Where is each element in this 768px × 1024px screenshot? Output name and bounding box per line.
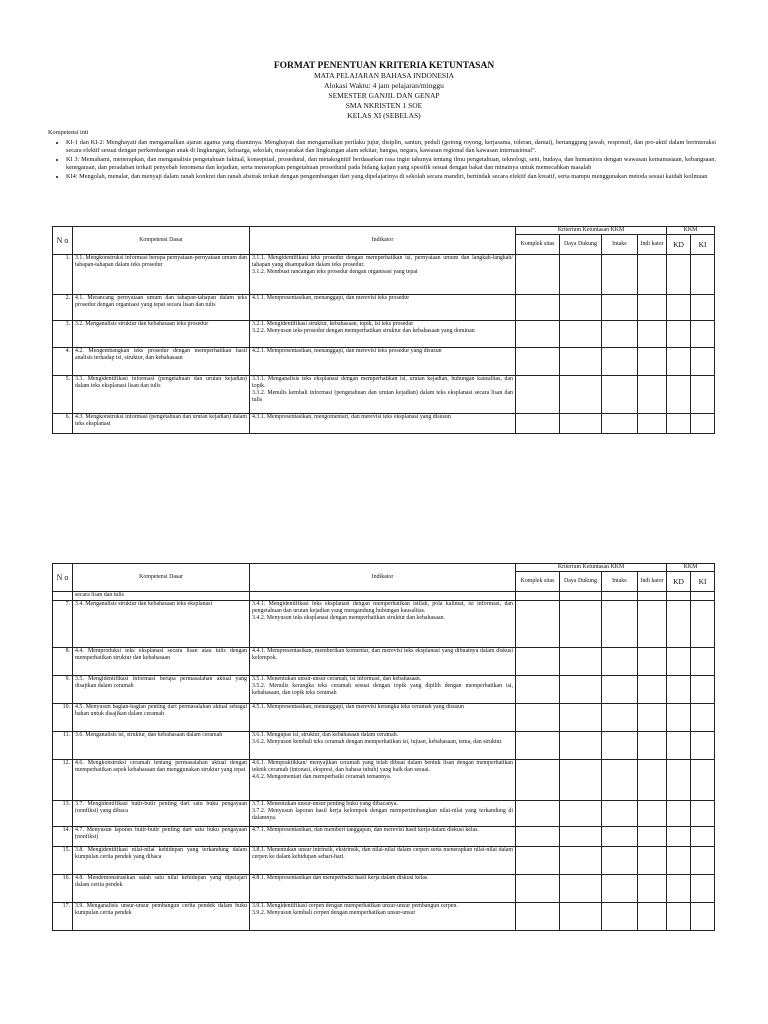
- indikator-cell: [250, 875, 516, 903]
- kd-kkm-cell[interactable]: [667, 760, 691, 801]
- kd-cell: 3.5. Mengidentifikasi informasi berupa permasalahan aktual yang disajikan dalam ceramah: [73, 676, 250, 704]
- time-allocation-line: Alokasi Waktu: 4 jam pelajaran/minggu: [324, 81, 444, 90]
- kd-cell: 4.1. Merancang pernyataan umum dan tahapan-tahapan dalam teks prosedur dengan organisasi yang tepat secara lisan dan tulis: [73, 295, 250, 321]
- ki-kkm-cell[interactable]: [691, 295, 715, 321]
- kd-cell: secara lisan dan tulis: [73, 592, 250, 601]
- row-number: 11.: [53, 732, 73, 760]
- ki-kkm-cell[interactable]: [691, 648, 715, 676]
- indikator-kkm-cell[interactable]: [638, 801, 667, 827]
- intake-cell[interactable]: [602, 648, 638, 676]
- header-indikator-kkm: Indi kator: [638, 235, 667, 255]
- kompleksitas-cell[interactable]: [516, 827, 560, 847]
- kompleksitas-cell[interactable]: [516, 676, 560, 704]
- row-number: 9.: [53, 676, 73, 704]
- kompetensi-inti-list: [48, 139, 716, 182]
- ki-kkm-cell[interactable]: [691, 732, 715, 760]
- table-row: [53, 295, 715, 321]
- kd-cell: 3.9. Menganalisis unsur-unsur pembangun cerita pendek dalam buku kumpulan cerita pendek: [73, 903, 250, 931]
- indikator-text: 3.4.1. Mengidentifikasi teks eksplanasi dengan memperhatikan istilah, pola kalimat, isi informasi, dan pengetahuan dan urutan kejadian yang mengandung hubungan kausalitas.: [252, 601, 513, 615]
- ki-kkm-cell[interactable]: [691, 255, 715, 295]
- indikator-kkm-cell[interactable]: [638, 827, 667, 847]
- indikator-text: 3.2.1. Mengidentifikasi struktur, kebahasaan, topik, isi teks prosedur: [252, 321, 414, 328]
- table-row: [53, 255, 715, 295]
- header-kd: KD: [667, 572, 691, 592]
- indikator-kkm-cell[interactable]: [638, 348, 667, 376]
- daya-dukung-cell[interactable]: [560, 732, 602, 760]
- indikator-cell: [250, 601, 516, 648]
- kompleksitas-cell[interactable]: [516, 801, 560, 827]
- table-row: [53, 760, 715, 801]
- subject-line: MATA PELAJARAN BAHASA INDONESIA: [313, 71, 455, 80]
- indikator-text: 3.7.1. Menentukan unsur-unsur penting buku yang dibacanya.: [252, 801, 398, 808]
- kd-cell: 3.1. Mengkonstruksi informasi berupa pernyataan-pernyataan umum dan tahapan-tahapan dalam teks prosedur: [73, 255, 250, 295]
- school-line: SMA NKRISTEN 1 SOE: [345, 101, 423, 110]
- indikator-text: 3.5.2. Menulis kerangka teks ceramah sesuai dengan topik yang dipilih dengan memperhatikan isi, kebahasaan, dan topik teks ceramah: [252, 683, 513, 697]
- daya-dukung-cell[interactable]: [560, 255, 602, 295]
- kompleksitas-cell[interactable]: [516, 704, 560, 732]
- kd-kkm-cell[interactable]: [667, 601, 691, 648]
- kd-kkm-cell[interactable]: [667, 255, 691, 295]
- daya-dukung-cell[interactable]: [560, 592, 602, 601]
- table-row: [53, 732, 715, 760]
- kd-kkm-cell[interactable]: [667, 847, 691, 875]
- daya-dukung-cell[interactable]: [560, 676, 602, 704]
- header-daya-dukung: Daya Dukung: [560, 572, 602, 592]
- kompleksitas-cell[interactable]: [516, 847, 560, 875]
- table-row: [53, 601, 715, 648]
- header-kriterium: Kriterium Ketuntasan KKM: [516, 564, 667, 572]
- ki-kkm-cell[interactable]: [691, 601, 715, 648]
- kd-kkm-cell[interactable]: [667, 903, 691, 931]
- kd-kkm-cell[interactable]: [667, 321, 691, 348]
- row-number: 3.: [53, 321, 73, 348]
- kompleksitas-cell[interactable]: [516, 732, 560, 760]
- kkm-table-2: [52, 563, 715, 931]
- row-number: 10.: [53, 704, 73, 732]
- indikator-text: 3.2.2. Menyusun teks prosedur dengan memperhatikan struktur dan kebahasaan yang dominan: [252, 328, 475, 335]
- document-header: [0, 61, 768, 121]
- table-row: [53, 875, 715, 903]
- indikator-text: 3.6.1. Mengupas isi, struktur, dan kebahasaan dalam ceramah.: [252, 732, 399, 739]
- intake-cell[interactable]: [602, 295, 638, 321]
- indikator-kkm-cell[interactable]: [638, 321, 667, 348]
- indikator-kkm-cell[interactable]: [638, 760, 667, 801]
- intake-cell[interactable]: [602, 321, 638, 348]
- ki-kkm-cell[interactable]: [691, 414, 715, 434]
- indikator-cell: [250, 255, 516, 295]
- header-kd: KD: [667, 235, 691, 255]
- header-kompleksitas: Komplek sitas: [516, 235, 560, 255]
- indikator-text: 3.8.1. Menentukan unsur intrinsik, ekstrinsik, dan nilai-nilai dalam cerpen serta menerapkan nilai-nilai dalam cerpen ke dalam kehidupan sehari-hari.: [252, 847, 513, 861]
- ki-kkm-cell[interactable]: [691, 348, 715, 376]
- daya-dukung-cell[interactable]: [560, 760, 602, 801]
- indikator-cell: [250, 676, 516, 704]
- table-row: [53, 903, 715, 931]
- header-no: N o: [53, 227, 73, 255]
- kompleksitas-cell[interactable]: [516, 648, 560, 676]
- kd-kkm-cell[interactable]: [667, 376, 691, 414]
- header-kriterium: Kriterium Ketuntasan KKM: [516, 227, 667, 235]
- kompleksitas-cell[interactable]: [516, 760, 560, 801]
- kd-kkm-cell[interactable]: [667, 875, 691, 903]
- indikator-kkm-cell[interactable]: [638, 376, 667, 414]
- kompleksitas-cell[interactable]: [516, 295, 560, 321]
- kd-cell: 4.6. Mengkonstruksi ceramah tentang permasalahan aktual dengan memperhatikan aspek kebahasaan dan menggunakan struktur yang tepat: [73, 760, 250, 801]
- ki-kkm-cell[interactable]: [691, 847, 715, 875]
- indikator-cell: [250, 648, 516, 676]
- header-kompleksitas: Komplek sitas: [516, 572, 560, 592]
- indikator-kkm-cell[interactable]: [638, 875, 667, 903]
- header-kompetensi-dasar: Kompetensi Dasar: [73, 227, 250, 255]
- header-kompetensi-dasar: Kompetensi Dasar: [73, 564, 250, 592]
- indikator-text: 3.9.2. Menyusun kembali cerpen dengan memperhatikan unsur-unsur: [252, 910, 416, 917]
- ki-kkm-cell[interactable]: [691, 827, 715, 847]
- indikator-cell: [250, 704, 516, 732]
- kompleksitas-cell[interactable]: [516, 376, 560, 414]
- indikator-text: 4.4.1. Mempresentasikan, memberikan komentar, dan merevisi teks eksplanasi yang dibuatnya dalam diskusi kelompok.: [252, 648, 513, 662]
- kd-cell: 4.4. Memproduksi teks eksplanasi secara lisan atau tulis dengan memperhatikan struktur dan kebahasaan: [73, 648, 250, 676]
- daya-dukung-cell[interactable]: [560, 348, 602, 376]
- intake-cell[interactable]: [602, 255, 638, 295]
- class-line: KELAS XI (SEBELAS): [347, 111, 421, 120]
- document-title: FORMAT PENENTUAN KRITERIA KETUNTASAN: [273, 61, 495, 71]
- daya-dukung-cell[interactable]: [560, 801, 602, 827]
- row-number: 8.: [53, 648, 73, 676]
- kompleksitas-cell[interactable]: [516, 255, 560, 295]
- table-row: [53, 676, 715, 704]
- kompleksitas-cell[interactable]: [516, 903, 560, 931]
- header-kkm: KKM: [667, 564, 715, 572]
- ki-kkm-cell[interactable]: [691, 592, 715, 601]
- table-row: [53, 348, 715, 376]
- indikator-text: 3.4.2. Menyusun teks eksplanasi dengan memperhatikan struktur dan kebahasaan.: [252, 615, 446, 622]
- kd-kkm-cell[interactable]: [667, 704, 691, 732]
- kd-kkm-cell[interactable]: [667, 592, 691, 601]
- intake-cell[interactable]: [602, 847, 638, 875]
- table-row: [53, 704, 715, 732]
- daya-dukung-cell[interactable]: [560, 875, 602, 903]
- row-number: 2.: [53, 295, 73, 321]
- indikator-cell: [250, 376, 516, 414]
- ki-kkm-cell[interactable]: [691, 704, 715, 732]
- kompleksitas-cell[interactable]: [516, 414, 560, 434]
- ki-item: • KI4: Mengolah, menalar, dan menyaji dalam ranah konkret dan ranah abstrak terkait dengan pengembangan dari yang dipelajarinya di sekolah secara mandiri, bertindak secara efektif dan kreatif, serta mampu menggunakan metoda sesuai kaidah keilmuan: [66, 173, 716, 182]
- indikator-text: 4.3.1. Mempresentasikan, mengomentari, dan merevisi teks eksplanasi yang disusun: [252, 414, 451, 421]
- indikator-kkm-cell[interactable]: [638, 592, 667, 601]
- kd-cell: 3.8. Mengidentifikasi nilai-nilai kehidupan yang terkandung dalam kumpulan cerita pendek yang dibaca: [73, 847, 250, 875]
- indikator-cell: [250, 414, 516, 434]
- intake-cell[interactable]: [602, 376, 638, 414]
- header-intake: Intake: [602, 572, 638, 592]
- kd-kkm-cell[interactable]: [667, 295, 691, 321]
- daya-dukung-cell[interactable]: [560, 414, 602, 434]
- ki-kkm-cell[interactable]: [691, 676, 715, 704]
- intake-cell[interactable]: [602, 801, 638, 827]
- kd-kkm-cell[interactable]: [667, 676, 691, 704]
- indikator-text: 4.8.1. Mempresentasikan dan memperbaiki hasil kerja dalam diskusi kelas.: [252, 875, 429, 882]
- ki-item: • KI 3: Memahami, menerapkan, dan menganalisis pengetahuan faktual, konseptual, prosedural, dan metakognitif berdasarkan rasa ingin tahunya tentang ilmu pengetahuan, teknologi, seni, budaya, dan humaniora dengan wawasan kemanusiaan, kebangsaan, kenegaraan, dan peradaban terkait penyebab fenomena dan kejadian, serta menerapkan pengetahuan prosedural pada bidang kajian yang spesifik sesuai dengan bakat dan minatnya untuk memecahkan masalah: [66, 156, 716, 173]
- header-kkm: KKM: [667, 227, 715, 235]
- kompleksitas-cell[interactable]: [516, 321, 560, 348]
- kompetensi-inti-title: Kompetensi inti: [48, 129, 89, 136]
- indikator-text: 3.3.1. Menganalisis teks eksplanasi dengan memperhatikan isi, urutan kejadian, hubungan kausalitas, dan topik.: [252, 376, 513, 390]
- kd-kkm-cell[interactable]: [667, 801, 691, 827]
- intake-cell[interactable]: [602, 592, 638, 601]
- indikator-text: 4.1.1. Mempresentasikan, menanggapi, dan merevisi teks prosedur: [252, 295, 410, 302]
- intake-cell[interactable]: [602, 704, 638, 732]
- indikator-kkm-cell[interactable]: [638, 601, 667, 648]
- ki-kkm-cell[interactable]: [691, 801, 715, 827]
- header-indikator: Indikator: [250, 564, 516, 592]
- indikator-kkm-cell[interactable]: [638, 732, 667, 760]
- row-number: [53, 592, 73, 601]
- table-row: [53, 321, 715, 348]
- daya-dukung-cell[interactable]: [560, 601, 602, 648]
- ki-item: • KI-1 dan KI-2: Menghayati dan mengamalkan ajaran agama yang dianutnya. Menghayati dan mengamalkan perilaku jujur, disiplin, santun, peduli (gotong royong, kerjasama, toleran, damai), bertanggung jawab, responsif, dan pro-aktif dalam berinteraksi secara efektif sesuai dengan perkembangan anak di lingkungan, keluarga, sekolah, masyarakat dan lingkungan alam sekitar, bangsa, negara, kawasan regional dan kawasan internasional”.: [66, 139, 716, 156]
- daya-dukung-cell[interactable]: [560, 321, 602, 348]
- table-row: [53, 801, 715, 827]
- row-number: 4.: [53, 348, 73, 376]
- daya-dukung-cell[interactable]: [560, 648, 602, 676]
- indikator-cell: [250, 732, 516, 760]
- indikator-text: 3.3.2. Menulis kembali informasi (pengetahuan dan urutan kejadian) dalam teks eksplanasi secara lisan dan tulis: [252, 390, 513, 404]
- kd-kkm-cell[interactable]: [667, 732, 691, 760]
- daya-dukung-cell[interactable]: [560, 903, 602, 931]
- indikator-text: 3.9.1. Mengidentifikasi cerpen dengan memperhatikan unsur-unsur pembangun cerpen.: [252, 903, 458, 910]
- indikator-cell: [250, 321, 516, 348]
- intake-cell[interactable]: [602, 760, 638, 801]
- kd-cell: 4.7. Menyusun laporan butir-butir penting dari satu buku pengayaan (nonfiksi): [73, 827, 250, 847]
- indikator-cell: [250, 592, 516, 601]
- intake-cell[interactable]: [602, 732, 638, 760]
- table-row: [53, 414, 715, 434]
- table-row: [53, 376, 715, 414]
- ki-kkm-cell[interactable]: [691, 760, 715, 801]
- kd-cell: 4.2. Mengembangkan teks prosedur dengan memperhatikan hasil analisis terhadap isi, struktur, dan kebahasaan: [73, 348, 250, 376]
- table-row: [53, 648, 715, 676]
- intake-cell[interactable]: [602, 903, 638, 931]
- indikator-text: 3.6.2. Menyusun kembali teks ceramah dengan memperhatikan isi, tujuan, kebahasaan, tema, dan struktur.: [252, 739, 503, 746]
- indikator-kkm-cell[interactable]: [638, 255, 667, 295]
- header-ki: KI: [691, 572, 715, 592]
- indikator-text: 4.7.1. Mempresentasikan, dan memberi tanggapan, dan merevisi hasil kerja dalam diskusi kelas.: [252, 827, 479, 834]
- indikator-kkm-cell[interactable]: [638, 295, 667, 321]
- header-ki: KI: [691, 235, 715, 255]
- indikator-cell: [250, 760, 516, 801]
- row-number: 6.: [53, 414, 73, 434]
- indikator-text: 4.6.2. Mengomentari dan memperbaiki ceramah temannya.: [252, 774, 392, 781]
- ki-kkm-cell[interactable]: [691, 903, 715, 931]
- daya-dukung-cell[interactable]: [560, 295, 602, 321]
- header-no: N o: [53, 564, 73, 592]
- daya-dukung-cell[interactable]: [560, 376, 602, 414]
- indikator-kkm-cell[interactable]: [638, 903, 667, 931]
- kompleksitas-cell[interactable]: [516, 348, 560, 376]
- indikator-text: 4.2.1. Mempresentasikan, menanggapi, dan merevisi teks prosedur yang disusun: [252, 348, 442, 355]
- intake-cell[interactable]: [602, 676, 638, 704]
- header-indikator-kkm: Indi kator: [638, 572, 667, 592]
- ki-kkm-cell[interactable]: [691, 376, 715, 414]
- kkm-table-1: [52, 226, 715, 434]
- indikator-kkm-cell[interactable]: [638, 414, 667, 434]
- row-number: 17.: [53, 903, 73, 931]
- kompleksitas-cell[interactable]: [516, 601, 560, 648]
- indikator-text: 3.7.2. Menyusun laporan hasil kerja kelompok dengan mempertimbangkan nilai-nilai yang terkandung di dalamnya.: [252, 808, 513, 822]
- semester-line: SEMESTER GANJIL DAN GENAP: [328, 91, 440, 100]
- row-number: 16.: [53, 875, 73, 903]
- kd-cell: 3.6. Menganalisis isi, struktur, dan kebahasaan dalam ceramah: [73, 732, 250, 760]
- intake-cell[interactable]: [602, 414, 638, 434]
- header-daya-dukung: Daya Dukung: [560, 235, 602, 255]
- indikator-cell: [250, 827, 516, 847]
- kd-kkm-cell[interactable]: [667, 348, 691, 376]
- indikator-kkm-cell[interactable]: [638, 676, 667, 704]
- kd-cell: 3.4. Menganalisis struktur dan kebahasaan teks eksplanasi: [73, 601, 250, 648]
- row-number: 5.: [53, 376, 73, 414]
- kd-cell: 4.3. Mengkonstruksi informasi (pengetahuan dan urutan kejadian) dalam teks eksplanasi: [73, 414, 250, 434]
- indikator-text: 4.5.1. Mempresentasikan, menanggapi, dan merevisi kerangka teks ceramah yang disusun: [252, 704, 464, 711]
- row-number: 12.: [53, 760, 73, 801]
- kd-kkm-cell[interactable]: [667, 414, 691, 434]
- indikator-cell: [250, 847, 516, 875]
- table-row-continuation: [53, 592, 715, 601]
- row-number: 13.: [53, 801, 73, 827]
- indikator-text: 3.1.1. Mengidentifikasi teks prosedur dengan memperhatikan isi, pernyataan umum dan langkah-langkah/ tahapan yang disampaikan dalam teks prosedur.: [252, 255, 513, 269]
- intake-cell[interactable]: [602, 875, 638, 903]
- indikator-cell: [250, 801, 516, 827]
- kd-kkm-cell[interactable]: [667, 648, 691, 676]
- daya-dukung-cell[interactable]: [560, 704, 602, 732]
- kd-kkm-cell[interactable]: [667, 827, 691, 847]
- row-number: 15.: [53, 847, 73, 875]
- daya-dukung-cell[interactable]: [560, 847, 602, 875]
- intake-cell[interactable]: [602, 601, 638, 648]
- kd-cell: 3.7. Mengidentifikasi butir-butir penting dari satu buku pengayaan (nonfiksi) yang dibaca: [73, 801, 250, 827]
- intake-cell[interactable]: [602, 348, 638, 376]
- kd-cell: 3.2. Menganalisis struktur dan kebahasaan teks prosedur: [73, 321, 250, 348]
- indikator-cell: [250, 348, 516, 376]
- table-row: [53, 847, 715, 875]
- header-intake: Intake: [602, 235, 638, 255]
- intake-cell[interactable]: [602, 827, 638, 847]
- kompleksitas-cell[interactable]: [516, 875, 560, 903]
- row-number: 1.: [53, 255, 73, 295]
- indikator-kkm-cell[interactable]: [638, 648, 667, 676]
- table-row: [53, 827, 715, 847]
- row-number: 7.: [53, 601, 73, 648]
- indikator-kkm-cell[interactable]: [638, 847, 667, 875]
- indikator-text: 3.5.1. Menentukan unsur-unsur ceramah, isi informasi, dan kebahasaan.: [252, 676, 422, 683]
- indikator-kkm-cell[interactable]: [638, 704, 667, 732]
- indikator-text: 4.6.1. Mempraktikkan/ menyajikan ceramah yang telah dibuat dalam bentuk lisan dengan memperhatikan teknik ceramah (intonasi, ekspresi, dan bahasa tubuh) yang baik dan sesuai.: [252, 760, 513, 774]
- kd-cell: 4.5. Menyusun bagian-bagian penting dari permasalahan aktual sebagai bahan untuk disajikan dalam ceramah: [73, 704, 250, 732]
- indikator-cell: [250, 903, 516, 931]
- indikator-text: 3.1.2. Membuat rancangan teks prosedur dengan organisasi yang tepat: [252, 269, 418, 276]
- kd-cell: 4.8. Mendemonstrasikan salah satu nilai kehidupan yang dipelajari dalam cerita pendek: [73, 875, 250, 903]
- ki-kkm-cell[interactable]: [691, 321, 715, 348]
- kompleksitas-cell[interactable]: [516, 592, 560, 601]
- row-number: 14.: [53, 827, 73, 847]
- indikator-cell: [250, 295, 516, 321]
- daya-dukung-cell[interactable]: [560, 827, 602, 847]
- kd-cell: 3.3. Mengidentifikasi informasi (pengetahuan dan urutan kejadian) dalam teks eksplanasi lisan dan tulis: [73, 376, 250, 414]
- header-indikator: Indikator: [250, 227, 516, 255]
- kompetensi-inti-section: [48, 129, 716, 182]
- ki-kkm-cell[interactable]: [691, 875, 715, 903]
